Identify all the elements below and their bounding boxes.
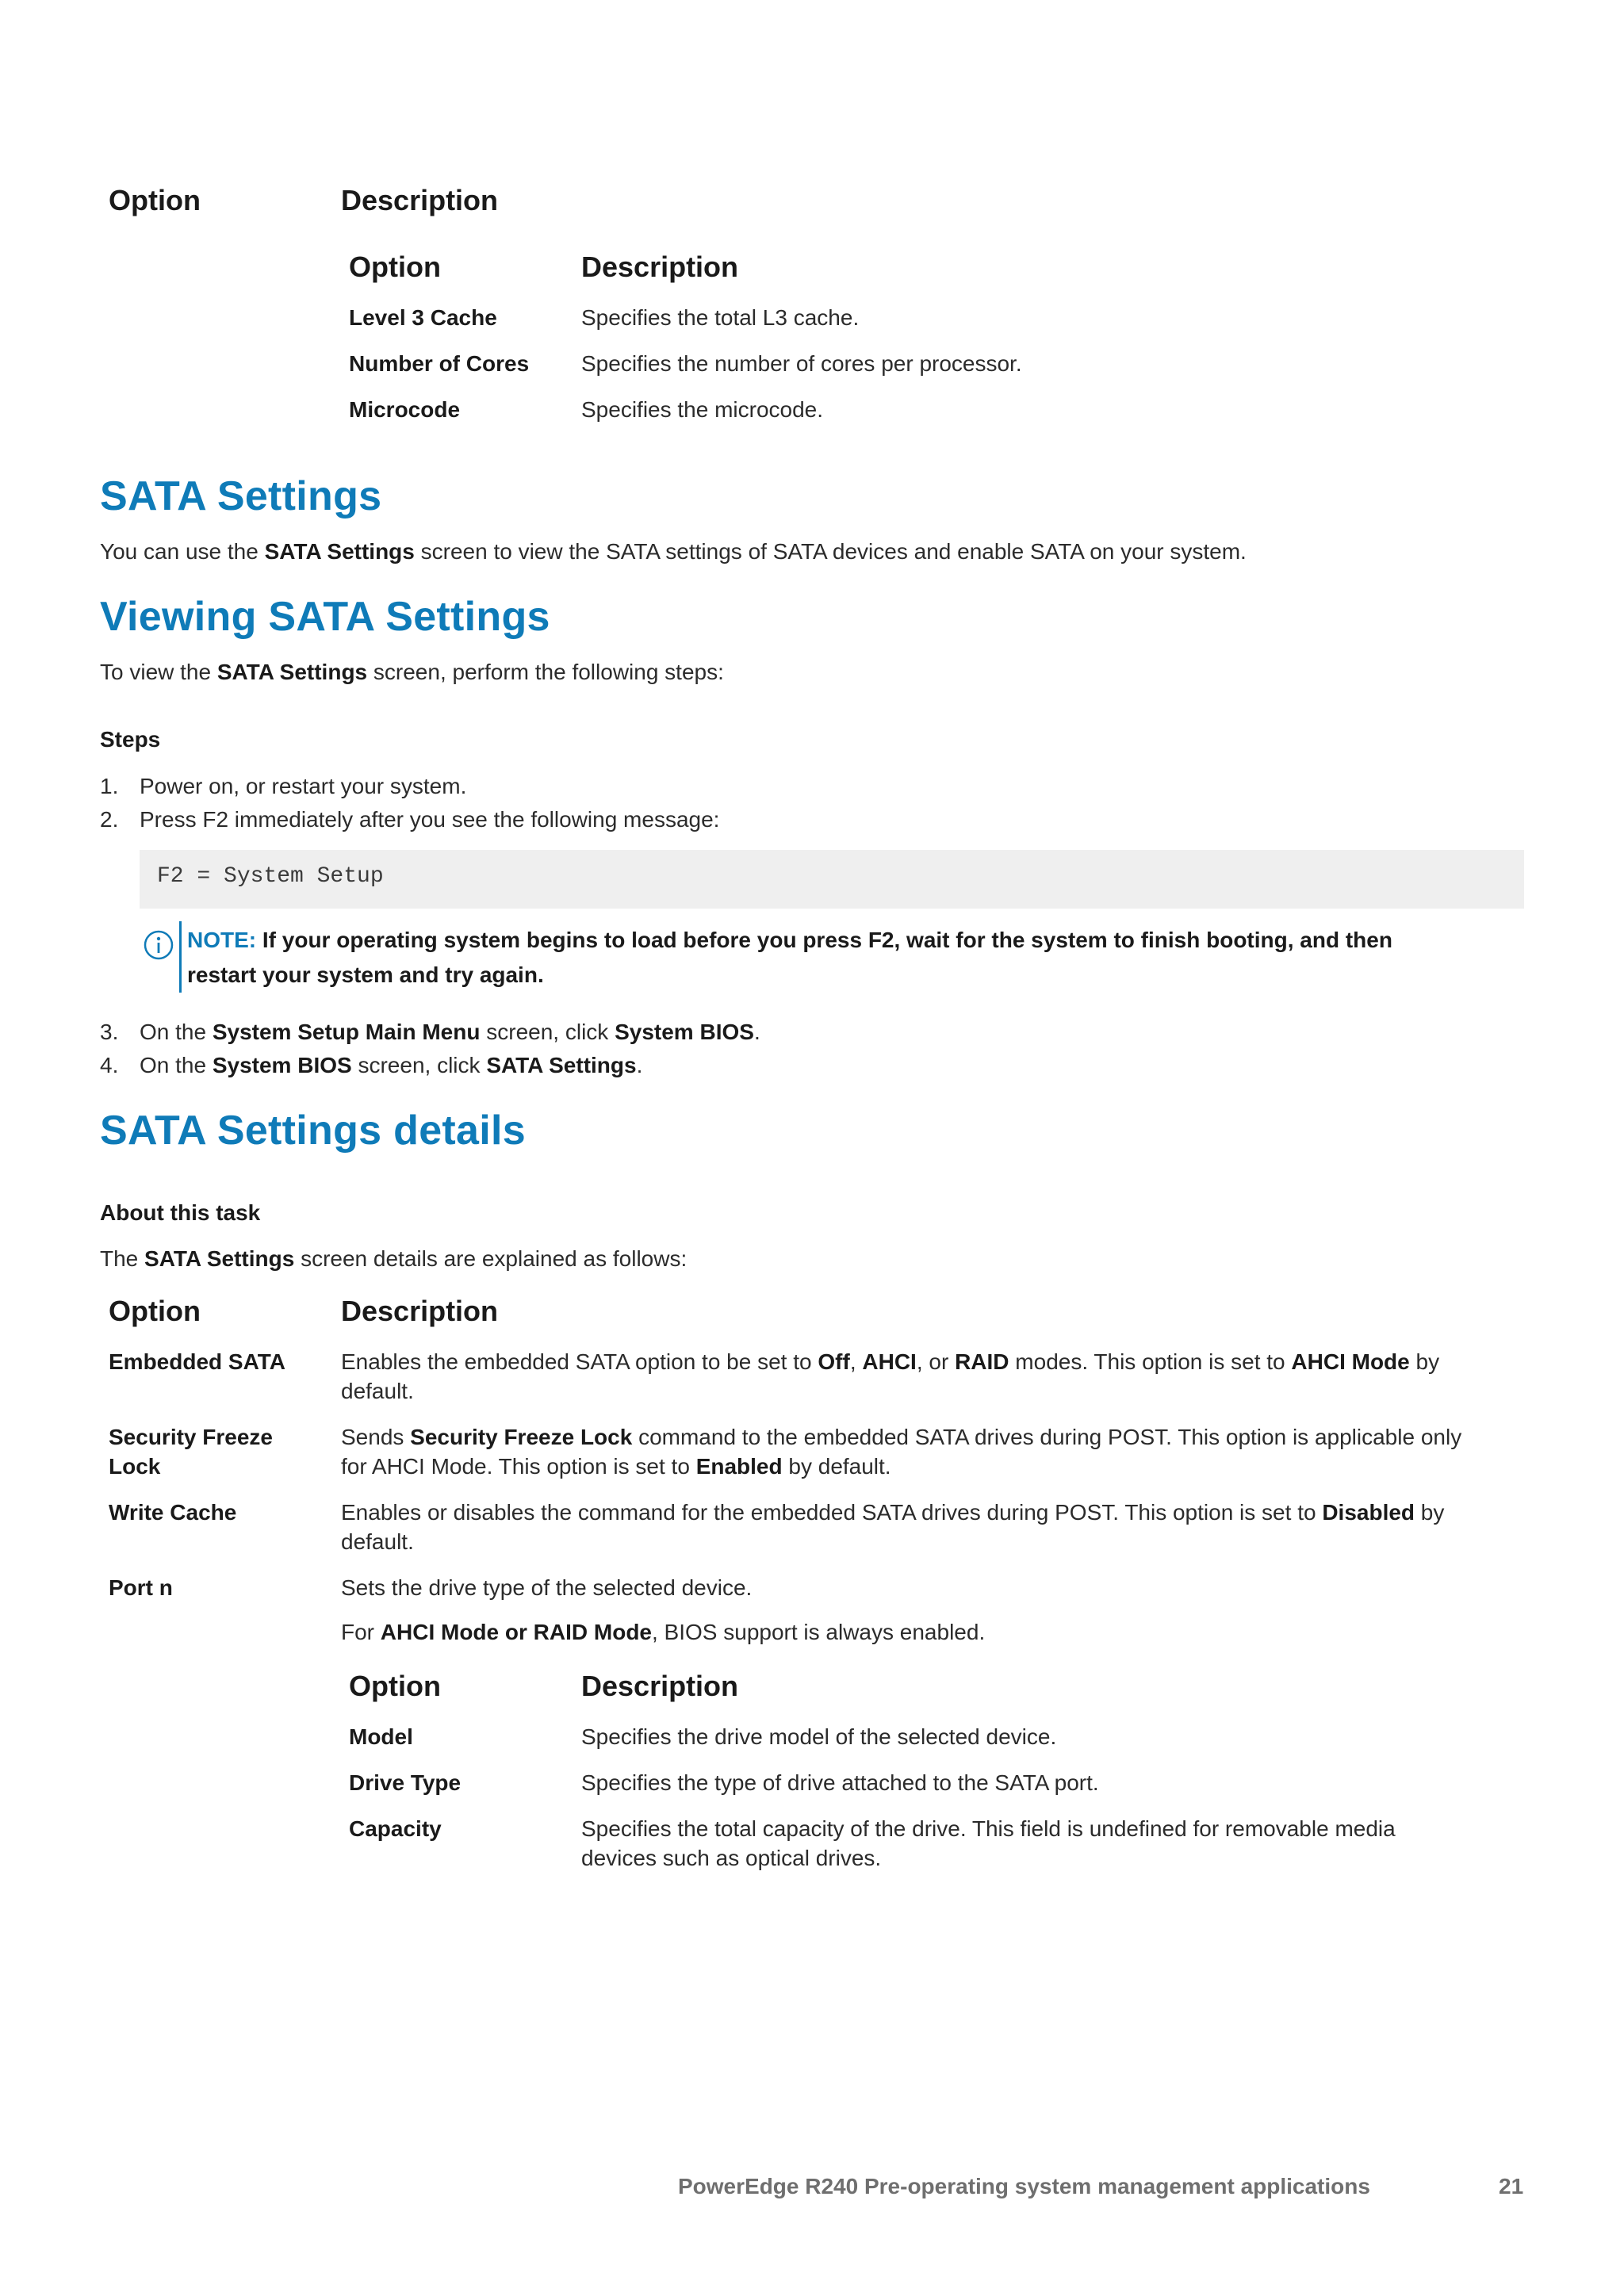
sata-settings-intro: You can use the SATA Settings screen to view the SATA settings of SATA devices and enable SATA on your system. (100, 539, 1247, 564)
nested-row-description: Specifies the number of cores per processor. (581, 351, 1022, 376)
nested-option-header: Option (349, 251, 441, 283)
table-row-description-cont: for AHCI Mode. This option is set to Enabled by default. (341, 1454, 891, 1479)
info-icon (143, 929, 174, 961)
table-row-description-cont: default. (341, 1529, 414, 1554)
section-heading-sata-settings: SATA Settings (100, 473, 382, 519)
viewing-intro: To view the SATA Settings screen, perform the following steps: (100, 660, 724, 684)
note-line-2: restart your system and try again. (187, 962, 544, 987)
nested-row-description: Specifies the total L3 cache. (581, 305, 860, 330)
nested-row-option: Microcode (349, 397, 461, 422)
about-task-heading: About this task (100, 1200, 261, 1225)
nested-row-option: Model (349, 1724, 413, 1749)
nested-row-option: Number of Cores (349, 351, 530, 376)
step-number: 2. (100, 807, 119, 832)
table-row-option: Security Freeze (109, 1425, 273, 1449)
step-number: 1. (100, 774, 119, 798)
nested-option-header: Option (349, 1670, 441, 1702)
table-row-option: Port n (109, 1575, 173, 1600)
table-row-option: Write Cache (109, 1500, 237, 1525)
top-table-option-header: Option (109, 184, 201, 216)
nested-row-description: Specifies the type of drive attached to the SATA port. (581, 1770, 1099, 1795)
step-text: Power on, or restart your system. (140, 774, 467, 798)
step-text: On the System BIOS screen, click SATA Settings. (140, 1053, 643, 1077)
table-row-description: Sets the drive type of the selected device. (341, 1575, 753, 1600)
table-row-description-cont: default. (341, 1379, 414, 1403)
nested-description-header: Description (581, 1670, 739, 1702)
footer-title: PowerEdge R240 Pre-operating system management applications (678, 2174, 1370, 2198)
table-row-description: Enables the embedded SATA option to be set to Off, AHCI, or RAID modes. This option is set to AHCI Mode by (341, 1349, 1440, 1374)
nested-row-description-cont: devices such as optical drives. (581, 1846, 882, 1870)
nested-row-description: Specifies the drive model of the selected device. (581, 1724, 1057, 1749)
nested-row-description: Specifies the microcode. (581, 397, 824, 422)
table-row-description: Sends Security Freeze Lock command to the embedded SATA drives during POST. This option is applicable only (341, 1425, 1462, 1449)
note-line-1: NOTE: If your operating system begins to load before you press F2, wait for the system to finish booting, and then (187, 928, 1392, 952)
note-bar (179, 921, 182, 993)
step-text: Press F2 immediately after you see the following message: (140, 807, 720, 832)
details-intro: The SATA Settings screen details are explained as follows: (100, 1246, 688, 1271)
table-row-option-cont: Lock (109, 1454, 161, 1479)
step-text: On the System Setup Main Menu screen, click System BIOS. (140, 1020, 760, 1044)
page-number: 21 (1499, 2174, 1524, 2198)
nested-row-option: Capacity (349, 1816, 442, 1841)
table-row-option: Embedded SATA (109, 1349, 285, 1374)
top-table-description-header: Description (341, 184, 499, 216)
code-text: F2 = System Setup (157, 864, 384, 889)
nested-row-option: Level 3 Cache (349, 305, 497, 330)
details-description-header: Description (341, 1295, 499, 1327)
section-heading-sata-settings-details: SATA Settings details (100, 1108, 526, 1154)
nested-row-description: Specifies the total capacity of the drive. This field is undefined for removable media (581, 1816, 1396, 1841)
step-number: 4. (100, 1053, 119, 1077)
table-row-description: Enables or disables the command for the embedded SATA drives during POST. This option is set to Disabled by (341, 1500, 1445, 1525)
nested-description-header: Description (581, 251, 739, 283)
section-heading-viewing-sata-settings: Viewing SATA Settings (100, 594, 550, 640)
steps-heading: Steps (100, 727, 161, 752)
step-number: 3. (100, 1020, 119, 1044)
details-option-header: Option (109, 1295, 201, 1327)
table-row-description-cont: For AHCI Mode or RAID Mode, BIOS support is always enabled. (341, 1620, 986, 1644)
nested-row-option: Drive Type (349, 1770, 462, 1795)
